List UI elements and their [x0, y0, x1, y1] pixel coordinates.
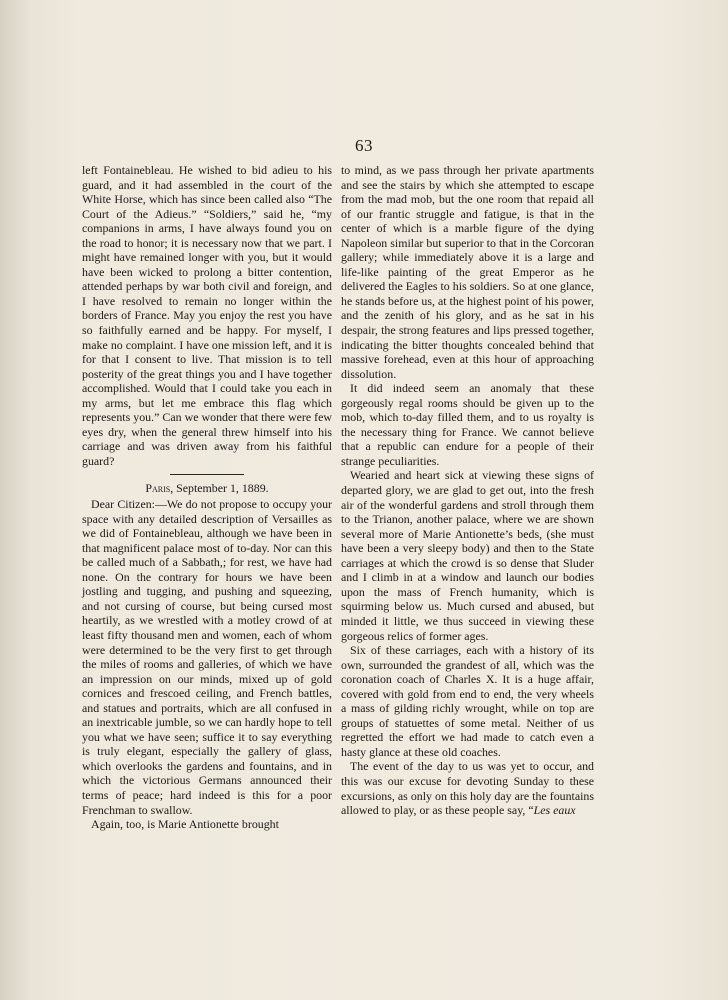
dateline-city: Paris, [145, 481, 174, 496]
paragraph-anomaly: It did indeed seem an anomaly that these gorgeously regal rooms should be given up to the mob, which to-day filled them, and to us royalty is the necessary thing for France. We cannot believe that a republic can endure for a people of their strange peculiarities. [341, 381, 594, 468]
right-column [341, 163, 594, 818]
paragraph-fontainebleau-farewell: left Fontainebleau. He wished to bid adieu to his guard, and it had assembled in the court of the White Horse, which has since been called also “The Court of the Adieus.” “Soldiers,” said he, “my companions in arms, I have always found you on the road to honor; it is necessary now that we part. I might have remained longer with you, but it would have been wicked to prolong a bitter contention, attended perhaps by war both civil and foreign, and I have resolved to remain no longer within the borders of France. May you enjoy the rest you have so faithfully earned and be happy. For myself, I make no complaint. I have one mission left, and it is for that I consent to live. That mission is to tell posterity of the great things you and I have together accomplished. Would that I could take you each in my arms, but let me embrace this flag which represents you.” Can we wonder that there were few eyes dry, when the general threw himself into his carriage and was driven away from his faithful guard? [82, 163, 332, 468]
paragraph-carriages: Six of these carriages, each with a history of its own, surrounded the grandest of all, which was the coronation coach of Charles X. It is a huge affair, covered with gold from end to end, the very wheels a mass of gilding richly wrought, while on top are groups of statuettes of some metal. Neither of us regretted the effort we had made to catch even a hasty glance at these old coaches. [341, 643, 594, 759]
paragraph-dear-citizen: Dear Citizen:—We do not propose to occupy your space with any detailed description of Versailles as we did of Fontainebleau, although we have been in that magnificent palace most of to-day. Nor can this be called much of a Sabbath,; for rest, we have had none. On the contrary for hours we have been jostling and tugging, and pushing and squeezing, and not cursing of course, but being cursed most heartily, as we wrestled with a motley crowd of at least fifty thousand men and women, each of whom were determined to be the very first to get through the miles of rooms and galleries, of which we have an impression on our minds, mixed up of gold cornices and frescoed ceiling, and French battles, and statues and portraits, which are all confused in an inextricable jumble, so we can hardly hope to tell you what we have seen; suffice it to say everything is truly elegant, especially the gallery of glass, which overlooks the gardens and fountains, and in which the victorious Germans announced their terms of peace; hard indeed is this for a poor Frenchman to swallow. [82, 497, 332, 817]
dateline-date: September 1, 1889. [173, 481, 269, 496]
paragraph-fountains [341, 759, 594, 817]
paragraph-trianon: Wearied and heart sick at viewing these signs of departed glory, we are glad to get out, into the fresh air of the wonderful gardens and stroll through them to the Trianon, another palace, where we are shown several more of Marie Antionette’s beds, (she must have been a very sleepy body) and then to the State carriages at which the crowd is so dense that Sluder and I climb in at a window and launch our bodies upon the mass of French humanity, which is squirming below us. Much cursed and abused, but minded it little, we thus succeed in viewing these gorgeous relics of former ages. [341, 468, 594, 643]
section-divider [170, 474, 244, 475]
fountains-text: The event of the day to us was yet to occur, and this was our excuse for devoting Sunday to these excursions, as only on this holy day are the fountains allowed to play, or as these people say, “ [341, 759, 594, 818]
left-column [82, 163, 332, 832]
paragraph-napoleon-room: to mind, as we pass through her private apartments and see the stairs by which she attempted to escape from the mad mob, but the one room that repaid all of our frantic struggle and fatigue, is that in the center of which is a marble figure of the dying Napoleon similar but superior to that in the Corcoran gallery; while immediately above it is a large and life-like painting of the great Emperor as he delivered the Eagles to his soldiers. So at one glance, he stands before us, at the highest point of his power, and the zenith of his glory, and as he sat in his despair, the strong features and lips pressed together, indicating the bitter thoughts concealed behind that massive forehead, even at this hour of approaching dissolution. [341, 163, 594, 381]
paragraph-marie-antionette: Again, too, is Marie Antionette brought [91, 817, 279, 832]
page-number: 63 [355, 136, 373, 155]
dateline [82, 481, 332, 496]
fountains-italic: Les eaux [533, 803, 576, 818]
